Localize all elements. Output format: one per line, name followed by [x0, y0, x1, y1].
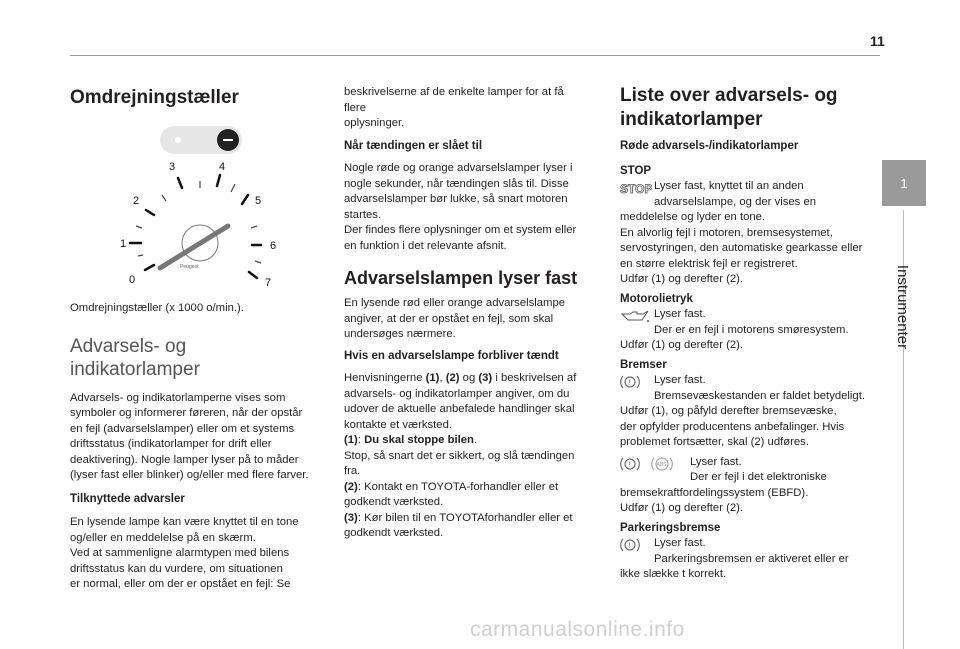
oil-line-3: Udfør (1) og derefter (2).: [620, 339, 744, 351]
chapter-label: Instrumenter: [894, 264, 912, 350]
brakes-line-1: Lyser fast.: [654, 374, 706, 386]
oil-line-1: Lyser fast.: [654, 308, 706, 320]
header-rule: [70, 55, 880, 56]
svg-text:STOP: STOP: [620, 182, 652, 195]
brake-warning-icon-2: [620, 456, 640, 472]
intro-line-5: deaktivering). Nogle lamper lyser på to måder: [70, 453, 299, 466]
parking-line-3: ikke slække t korrekt.: [620, 568, 727, 580]
section-title-rev-counter: Omdrejningstæller: [70, 87, 239, 108]
assoc-line-5: er normal, eller om der er opstået en fejl: Se: [70, 578, 291, 590]
gauge-number-4: 4: [218, 161, 226, 173]
ebfd-line-2: Der er fejl i det elektroniske: [690, 471, 827, 483]
ignition-line-6: en funktion i det relevante afsnit.: [344, 239, 507, 252]
ebfd-line-1: Lyser fast.: [690, 455, 742, 468]
gauge-number-6: 6: [269, 240, 277, 252]
oil-heading: Motorolietryk: [620, 292, 693, 305]
stop-line-3: meddelelse og lyder en tone.: [620, 211, 766, 223]
ignition-line-2: nogle sekunder, når tændingen slås til. Disse: [344, 177, 569, 190]
ignition-line-5: Der findes flere oplysninger om et system eller: [344, 224, 577, 236]
watermark: carmanualsonline.info: [470, 618, 685, 641]
svg-text:!: !: [628, 379, 631, 387]
stop-heading: STOP: [620, 164, 652, 177]
ignition-line-4: startes.: [344, 208, 382, 221]
refs-line-1: Henvisningerne (1), (2) og (3) i beskrivelsen af: [344, 372, 577, 384]
intro-line-4: driftsstatus (indikatorlamper for drift eller: [70, 438, 272, 450]
refs-line-3: udover de aktuelle anbefalede handlinger skal: [344, 403, 575, 415]
lead-line-2: oplysninger.: [344, 117, 405, 129]
rev-counter-gauge-illustration: [110, 118, 290, 298]
intro-line-2: symboler og informerer føreren, når der opstår: [70, 407, 303, 419]
stop-line-4: En alvorlig fejl i motoren, bremsesystemet,: [620, 226, 833, 239]
brakes-line-4: der opfylder producentens anbefalinger. Hvis: [620, 420, 845, 433]
parking-brake-icon: [620, 536, 654, 554]
abs-icon: [650, 456, 674, 472]
middle-column: [344, 85, 586, 542]
ref2-detail: godkendt værksted.: [344, 496, 444, 508]
svg-text:!: !: [628, 461, 631, 468]
page-number: 11: [870, 33, 885, 49]
ignition-line-3: advarselslamper bør lukke, så snart motoren: [344, 193, 568, 205]
stop-line-2: advarselslampe, og der vises en: [654, 195, 817, 208]
subheading-associated-warnings: Tilknyttede advarsler: [70, 492, 185, 505]
left-column-lower: [70, 301, 312, 593]
stop-line-7: Udfør (1) og derefter (2).: [620, 273, 744, 285]
assoc-line-3: Ved at sammenligne alarmtypen med bilens: [70, 547, 290, 559]
parking-line-2: Parkeringsbremsen er aktiveret eller er: [654, 552, 849, 565]
lead-line-1: beskrivelserne af de enkelte lamper for at få flere: [344, 86, 564, 114]
steady-line-3: undersøges nærmere.: [344, 328, 456, 340]
gauge-number-7: 7: [264, 277, 272, 289]
gauge-brand: Peugeot: [180, 264, 199, 270]
ignition-line-1: Nogle røde og orange advarselslamper lyser i: [344, 162, 573, 174]
heading-warning-lamps-1: Advarsels- og: [70, 335, 187, 357]
stop-line-6: en større elektrisk fejl er registreret.: [620, 257, 798, 270]
heading-warning-lamps-2: indikatorlamper: [70, 358, 200, 380]
right-column: [620, 84, 880, 583]
brakes-heading: Bremser: [620, 358, 667, 371]
stop-line-1: Lyser fast, knyttet til an anden: [654, 180, 804, 192]
ebfd-line-4: Udfør (1) og derefter (2).: [620, 502, 744, 514]
ref1-line: (1): Du skal stoppe bilen.: [344, 434, 478, 446]
parking-brake-heading: Parkeringsbremse: [620, 521, 721, 534]
chapter-number: 1: [900, 175, 908, 191]
brakes-line-3: Udfør (1), og påfyld derefter bremsevæske,: [620, 405, 837, 417]
left-column: [70, 86, 312, 110]
gauge-caption: Omdrejningstæller (x 1000 o/min.).: [70, 302, 244, 314]
ref3-line: (3): Kør bilen til en TOYOTAforhandler eller et: [344, 511, 573, 524]
oil-can-icon: [620, 307, 654, 325]
subheading-red-lamps: Røde advarsels-/indikatorlamper: [620, 140, 799, 152]
ref2-line: (2): Kontakt en TOYOTA-forhandler eller et: [344, 480, 559, 493]
ebfd-line-3: bremsekraftfordelingssystem (EBFD).: [620, 486, 809, 499]
parking-line-1: Lyser fast.: [654, 537, 706, 549]
assoc-line-2: og/eller en meddelelse på en skærm.: [70, 531, 256, 544]
stop-warning-icon: [620, 179, 654, 197]
chapter-tab[interactable]: [882, 160, 926, 206]
heading-lamp-steady: Advarselslampen lyser fast: [344, 268, 578, 288]
refs-line-4: kontakte et værksted.: [344, 418, 452, 431]
steady-line-1: En lysende rød eller orange advarselslampe: [344, 297, 566, 309]
assoc-line-4: driftsstatus kan du vurdere, om situationen: [70, 562, 283, 575]
svg-text:ABS: ABS: [656, 461, 667, 468]
intro-line-1: Advarsels- og indikatorlamperne vises som: [70, 391, 286, 404]
stop-line-5: servostyringen, den automatiske gearkasse eller: [620, 242, 863, 254]
brakes-line-2: Bremsevæskestanden er faldet betydeligt.: [654, 389, 865, 402]
oil-line-2: Der er en fejl i motorens smøresystem.: [654, 323, 849, 336]
subheading-ignition-on: Når tændingen er slået til: [344, 139, 483, 152]
ref1-detail-2: fra.: [344, 465, 361, 477]
brakes-line-5: problemet fortsætter, skal (2) udføres.: [620, 436, 809, 448]
ref3-detail: godkendt værksted.: [344, 527, 444, 539]
subheading-lamp-remains-on: Hvis en advarselslampe forbliver tændt: [344, 349, 559, 362]
ref1-detail-1: Stop, så snart det er sikkert, og slå tændingen: [344, 449, 575, 462]
heading-lamp-list-1: Liste over advarsels- og: [620, 85, 838, 106]
gauge-number-0: 0: [128, 274, 136, 286]
heading-lamp-list-2: indikatorlamper: [620, 109, 763, 130]
gauge-number-2: 2: [132, 195, 140, 207]
gauge-number-3: 3: [168, 161, 176, 173]
refs-line-2: advarsels- og indikatorlamper angiver, om du: [344, 387, 570, 400]
svg-text:!: !: [628, 542, 631, 550]
ebfd-icons: [620, 455, 690, 473]
intro-line-6: (lyser fast eller blinker) og/eller med flere farver.: [70, 469, 309, 481]
brake-warning-icon: [620, 373, 654, 391]
gauge-number-1: 1: [119, 238, 127, 250]
intro-line-3: en fejl (advarselslamper) eller om et systems: [70, 422, 295, 435]
steady-line-2: angiver, at der er opstået en fejl, som skal: [344, 312, 554, 325]
assoc-line-1: En lysende lampe kan være knyttet til en tone: [70, 516, 299, 528]
gauge-number-5: 5: [254, 195, 262, 207]
